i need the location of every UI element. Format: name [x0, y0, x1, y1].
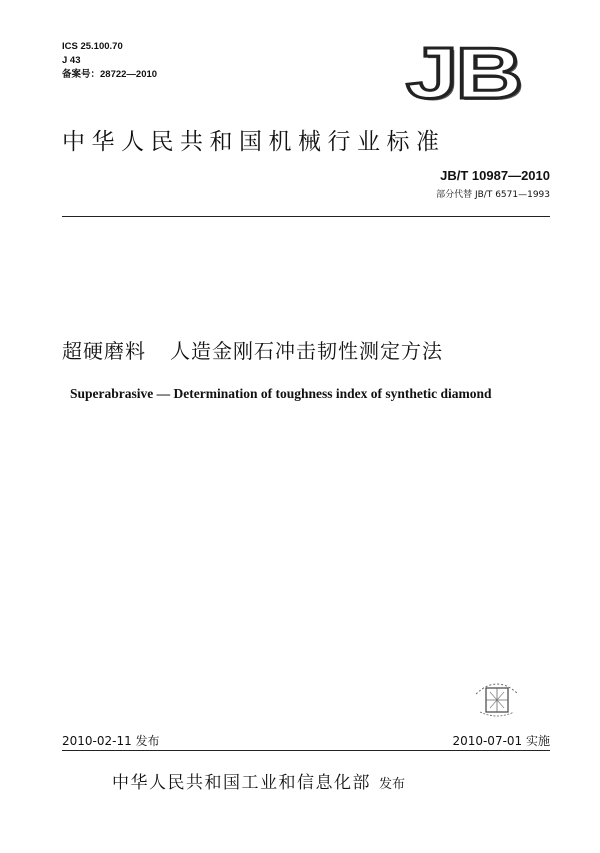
ics-code: ICS 25.100.70	[62, 41, 123, 52]
title-english: Superabrasive — Determination of toughness index of synthetic diamond	[70, 386, 492, 401]
publisher-suffix: 发布	[379, 777, 406, 792]
top-divider	[62, 216, 550, 217]
standard-number: JB/T 10987—2010	[440, 168, 550, 183]
org-title: 中华人民共和国机械行业标准	[62, 129, 446, 155]
publisher	[112, 768, 405, 793]
replaces-note: 部分代替 JB/T 6571—1993	[436, 190, 550, 200]
classification-code: J 43	[62, 55, 81, 66]
title-chinese-part1: 超硬磨料	[62, 339, 146, 363]
publisher-seal-icon	[470, 672, 524, 720]
publisher-name: 中华人民共和国工业和信息化部	[112, 773, 371, 793]
title-chinese-part2: 人造金刚石冲击韧性测定方法	[170, 339, 443, 363]
bottom-divider	[62, 750, 550, 751]
title-chinese	[62, 335, 443, 364]
issue-date: 2010-02-11 发布	[62, 734, 160, 748]
implementation-date: 2010-07-01 实施	[452, 734, 550, 748]
registration-number: 备案号：28722—2010	[62, 69, 158, 80]
jb-logo: JB	[406, 34, 521, 114]
